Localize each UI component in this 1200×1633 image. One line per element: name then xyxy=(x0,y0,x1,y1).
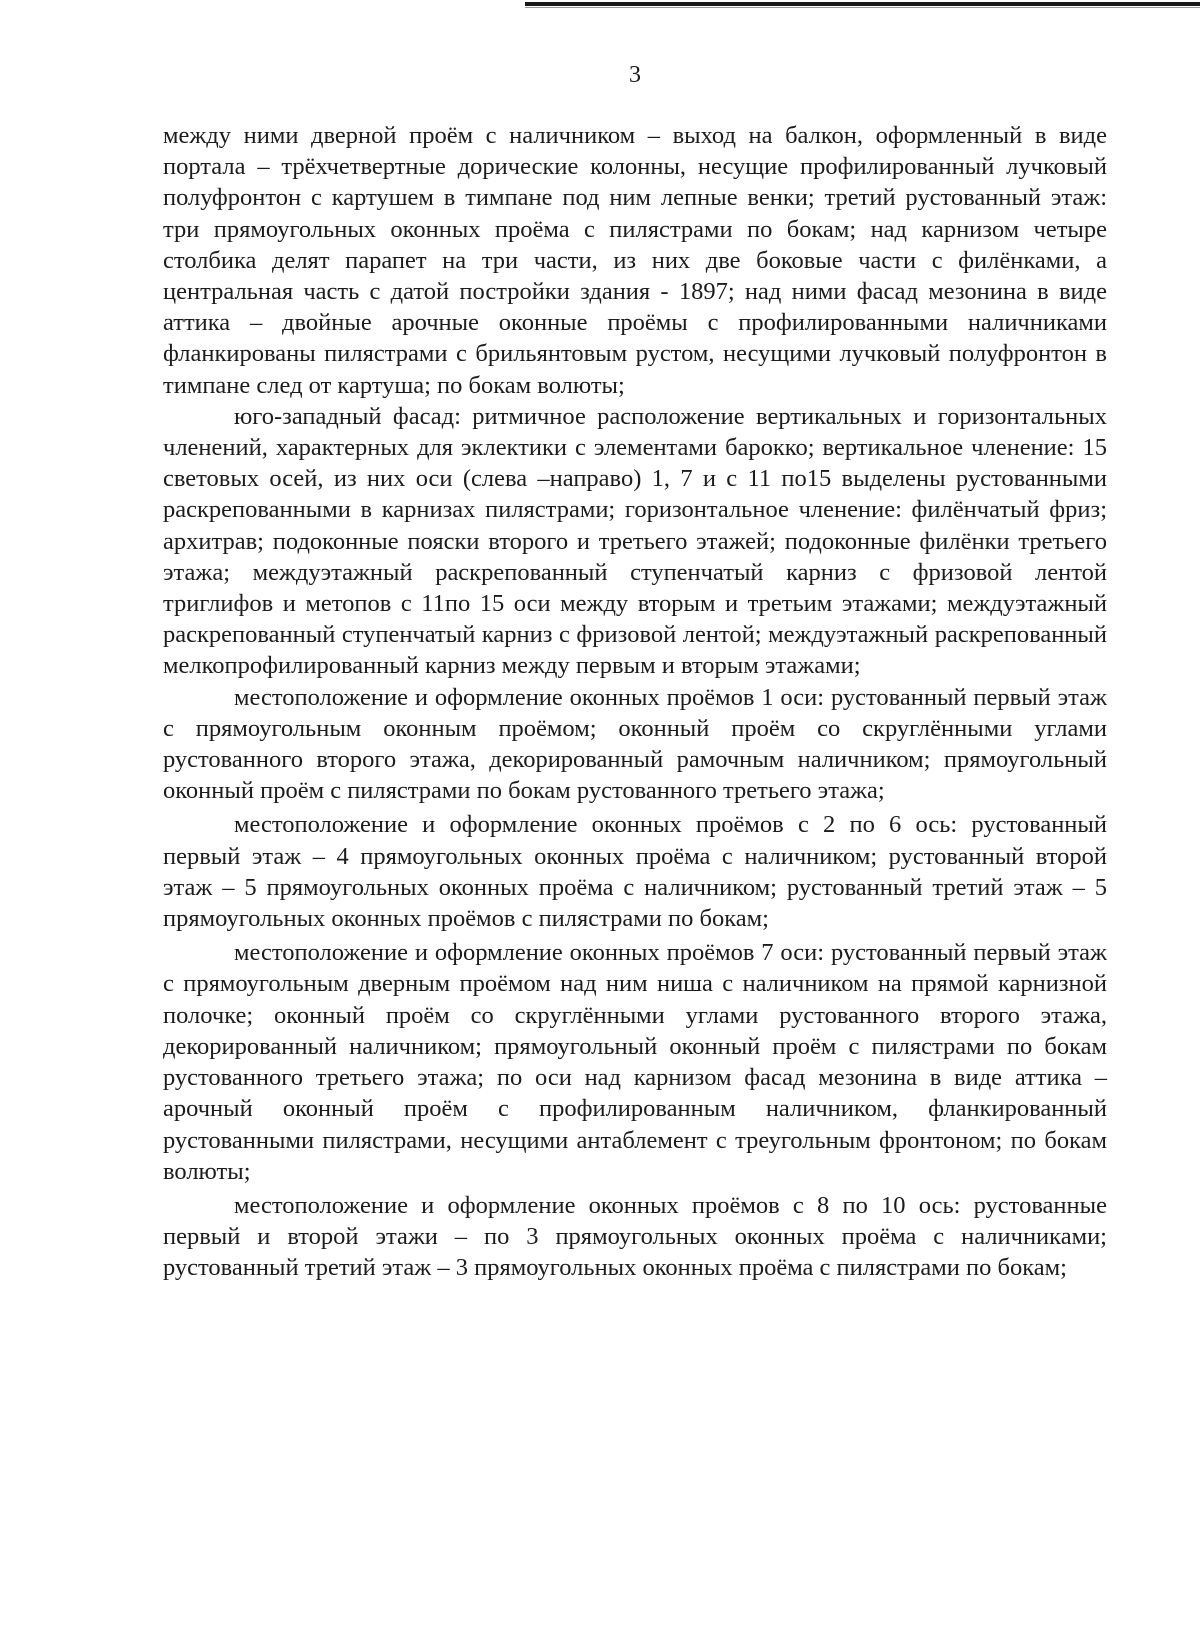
paragraph-southwest-facade: юго-западный фасад: ритмичное расположение вертикальных и горизонтальных членений, характерных для эклектики с элементами барокко; вертикальное членение: 15 световых осей, из них оси (слева –направо) 1, 7 и с 11 по15 выделены рустованными раскрепованными в карнизах пилястрами; горизонтальное членение: филёнчатый фриз; архитрав; подоконные пояски второго и третьего этажей; подоконные филёнки третьего этажа; междуэтажный раскрепованный ступенчатый карниз с фризовой лентой триглифов и метопов с 11по 15 оси между вторым и третьим этажами; междуэтажный раскрепованный ступенчатый карниз с фризовой лентой; междуэтажный раскрепованный мелкопрофилированный карниз между первым и вторым этажами; xyxy=(163,402,1107,680)
top-border-line-thin xyxy=(525,7,1200,8)
paragraph-axis-8-10-openings: местоположение и оформление оконных проёмов с 8 по 10 ось: рустованные первый и второй этажи – по 3 прямоугольных оконных проёма с наличниками; рустованный третий этаж – 3 прямоугольных оконных проёма с пилястрами по бокам; xyxy=(163,1191,1107,1282)
document-body xyxy=(163,120,1107,1284)
page-number: 3 xyxy=(629,62,641,88)
paragraph-axis-2-6-openings: местоположение и оформление оконных проёмов с 2 по 6 ось: рустованный первый этаж – 4 прямоугольных оконных проёма с наличником; рустованный второй этаж – 5 прямоугольных оконных проёма с наличником; рустованный третий этаж – 5 прямоугольных оконных проёмов с пилястрами по бокам; xyxy=(163,811,1107,933)
paragraph-axis-1-openings: местоположение и оформление оконных проёмов 1 оси: рустованный первый этаж с прямоугольным оконным проёмом; оконный проём со скруглёнными углами рустованного второго этажа, декорированный рамочным наличником; прямоугольный оконный проём с пилястрами по бокам рустованного третьего этажа; xyxy=(163,683,1107,805)
paragraph-axis-7-openings: местоположение и оформление оконных проёмов 7 оси: рустованный первый этаж с прямоугольным дверным проёмом над ним ниша с наличником на прямой карнизной полочке; оконный проём со скруглёнными углами рустованного второго этажа, декорированный наличником; прямоугольный оконный проём с пилястрами по бокам рустованного третьего этажа; по оси над карнизом фасад мезонина в виде аттика – арочный оконный проём с профилированным наличником, фланкированный рустованными пилястрами, несущими антаблемент с треугольным фронтоном; по бокам волюты; xyxy=(163,939,1107,1185)
paragraph-continuation: между ними дверной проём с наличником – выход на балкон, оформленный в виде портала – трёхчетвертные дорические колонны, несущие профилированный лучковый полуфронтон с картушем в тимпане под ним лепные венки; третий рустованный этаж: три прямоугольных оконных проёма с пилястрами по бокам; над карнизом четыре столбика делят парапет на три части, из них две боковые части с филёнками, а центральная часть с датой постройки здания - 1897; над ними фасад мезонина в виде аттика – двойные арочные оконные проёмы с профилированными наличниками фланкированы пилястрами с брильянтовым рустом, несущими лучковый полуфронтон в тимпане след от картуша; по бокам волюты; xyxy=(163,122,1107,399)
top-border-line xyxy=(525,2,1200,6)
